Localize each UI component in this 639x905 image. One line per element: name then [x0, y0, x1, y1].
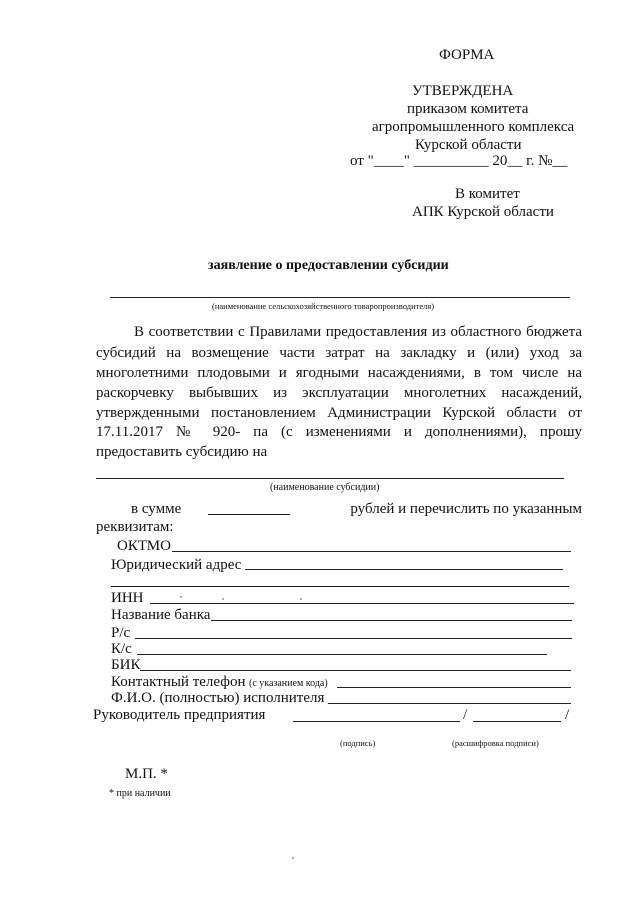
body-line-7: предоставить субсидию на	[96, 444, 268, 460]
body-line-6: 17.11.2017 № 920- па (с изменениями и дополнениями), прошу	[96, 424, 582, 440]
scan-speck	[292, 857, 294, 859]
address-field[interactable]	[245, 569, 563, 570]
inn-field[interactable]	[150, 603, 574, 604]
order-date-line: от "____" __________ 20__ г. №__	[350, 153, 568, 169]
scan-speck	[300, 598, 302, 600]
phone-field[interactable]	[337, 687, 571, 688]
oktmo-field[interactable]	[172, 551, 571, 552]
amount-field[interactable]	[208, 514, 290, 515]
region-line: Курской области	[415, 137, 522, 153]
inn-label: ИНН	[111, 590, 144, 606]
signature-field[interactable]	[293, 721, 460, 722]
body-line-1: В соответствии с Правилами предоставления из областного бюджета	[134, 324, 582, 340]
executor-name-label: Ф.И.О. (полностью) исполнителя	[111, 690, 325, 706]
head-label: Руководитель предприятия	[93, 707, 266, 723]
bank-name-field[interactable]	[211, 620, 572, 621]
approved-label: УТВЕРЖДЕНА	[412, 83, 514, 99]
scan-speck	[180, 596, 182, 598]
order-line: приказом комитета	[407, 101, 529, 117]
rs-field[interactable]	[135, 638, 572, 639]
address-field-line-2[interactable]	[111, 586, 569, 587]
stamp-label: М.П. *	[125, 766, 168, 782]
bank-name-label: Название банка	[111, 607, 211, 623]
signature-decode-field[interactable]	[473, 721, 561, 722]
document-title: заявление о предоставлении субсидии	[208, 258, 449, 273]
signature-caption: (подпись)	[340, 738, 376, 748]
producer-name-line	[110, 297, 570, 298]
recipient-line-1: В комитет	[455, 186, 520, 202]
committee-line: агропромышленного комплекса	[372, 119, 575, 135]
phone-note: (с указанием кода)	[249, 678, 328, 689]
signature-decode-caption: (расшифровка подписи)	[452, 738, 539, 748]
subsidy-caption: (наименование субсидии)	[270, 482, 380, 493]
rs-label: Р/с	[111, 625, 131, 641]
subsidy-name-line	[96, 478, 564, 479]
signature-separator-2: /	[565, 707, 570, 723]
producer-caption: (наименование сельскохозяйственного товаропроизводителя)	[212, 301, 435, 311]
body-line-5: утвержденными постановлением Администрации Курской области от	[96, 405, 582, 421]
amount-rest-text: рублей и перечислить по указанным	[350, 501, 582, 517]
signature-separator-1: /	[463, 707, 468, 723]
amount-label: в сумме	[131, 501, 182, 517]
address-label: Юридический адрес	[111, 557, 242, 573]
ks-label: К/с	[111, 641, 132, 657]
scan-speck	[222, 598, 224, 600]
footnote: * при наличии	[109, 788, 171, 799]
form-label: ФОРМА	[439, 47, 495, 63]
oktmo-label: ОКТМО	[117, 538, 171, 554]
bik-label: БИК	[111, 657, 141, 673]
recipient-line-2: АПК Курской области	[412, 204, 554, 220]
body-line-3: многолетними плодовыми и ягодными насаждениями, в том числе на	[96, 365, 582, 381]
body-line-4: раскорчевку выбывших из эксплуатации многолетних насаждений,	[96, 385, 582, 401]
executor-name-field[interactable]	[328, 703, 571, 704]
body-line-2: субсидий на возмещение части затрат на закладку и (или) уход за	[96, 345, 582, 361]
bik-field[interactable]	[140, 670, 571, 671]
requisites-label: реквизитам:	[96, 519, 174, 535]
ks-field[interactable]	[137, 654, 547, 655]
phone-label: Контактный телефон	[111, 674, 246, 690]
